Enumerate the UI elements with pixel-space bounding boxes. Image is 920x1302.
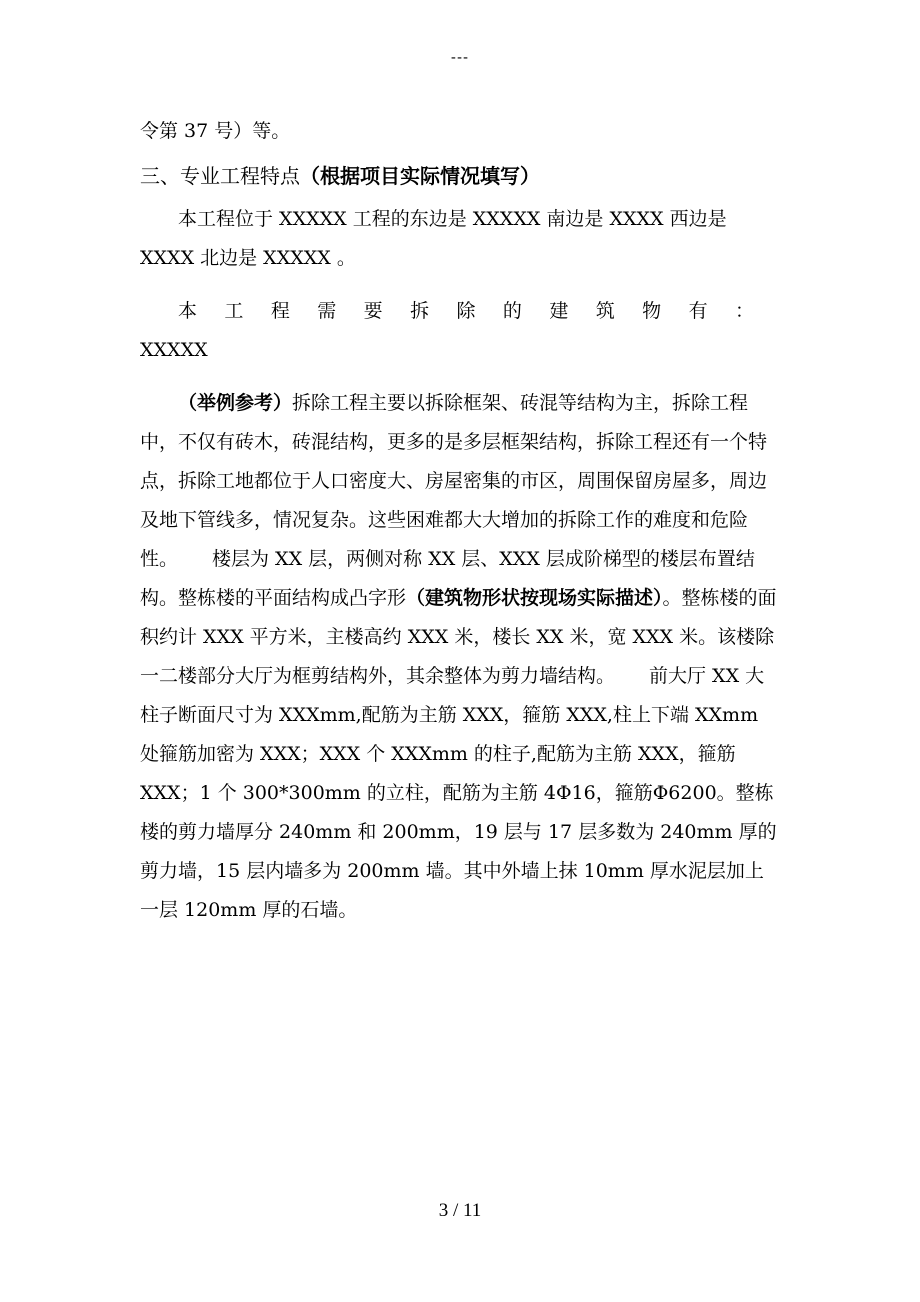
- buildings-list-text: XXXXX: [140, 339, 208, 361]
- description-text-4: 前大厅 XX 大柱子断面尺寸为 XXXmm,配筋为主筋 XXX，箍筋 XXX,柱上下端 XXmm 处箍筋加密为 XXX；XXX 个 XXXmm 的柱子,配筋为主筋 XXX，箍筋 XXX；1 个 300*300mm 的立柱，配筋为主筋 4Φ16，箍筋Φ6200。整栋楼的剪力墙厚分 240mm 和 200mm，19 层与 17 层多数为 240mm 厚的剪力墙，15 层内墙多为 200mm 墙。其中外墙上抹 10mm 厚水泥层加上一层 120mm 厚的石墙。: [140, 665, 777, 921]
- section-heading: [140, 157, 780, 196]
- description-text-1: 拆除工程主要以拆除框架、砖混等结构为主，拆除工程中，不仅有砖木，砖混结构，更多的是多层框架结构，拆除工程还有一个特点，拆除工地都位于人口密度大、房屋密集的市区，周围保留房屋多，周边及地下管线多，情况复杂。这些困难都大大增加的拆除工作的难度和危险性。: [140, 392, 768, 570]
- description-text-2: 楼层为 XX 层，两侧对称 XX 层、XXX 层成阶梯型的楼层布置结构。整栋楼的平面结构成凸字形: [140, 548, 755, 609]
- paragraph-description: [140, 384, 780, 930]
- shape-note-label: （建筑物形状按现场实际描述）: [406, 587, 663, 609]
- paragraph-buildings-line2: [140, 331, 780, 370]
- section-heading-text: 三、专业工程特点: [140, 164, 300, 188]
- page-number: 3 / 11: [438, 1200, 482, 1221]
- document-body: [140, 112, 780, 930]
- paragraph-location: [140, 200, 780, 278]
- location-text: 本工程位于 XXXXX 工程的东边是 XXXXX 南边是 XXXX 西边是 XXXX 北边是 XXXXX 。: [140, 208, 727, 269]
- header-mark: ---: [450, 50, 470, 66]
- continuation-text: 令第 37 号）等。: [140, 120, 291, 142]
- description-text-3: 。整栋楼的面积约计 XXX 平方米，主楼高约 XXX 米，楼长 XX 米，宽 XXX 米。该楼除一二楼部分大厅为框剪结构外，其余整体为剪力墙结构。: [140, 587, 777, 687]
- paragraph-buildings-line1: [140, 292, 780, 331]
- example-reference-label: （举例参考）: [178, 392, 293, 414]
- paragraph-continuation: [140, 112, 780, 151]
- section-heading-note: （根据项目实际情况填写）: [300, 164, 540, 188]
- buildings-intro-text: 本工程需要拆除的建筑物有：: [178, 300, 780, 322]
